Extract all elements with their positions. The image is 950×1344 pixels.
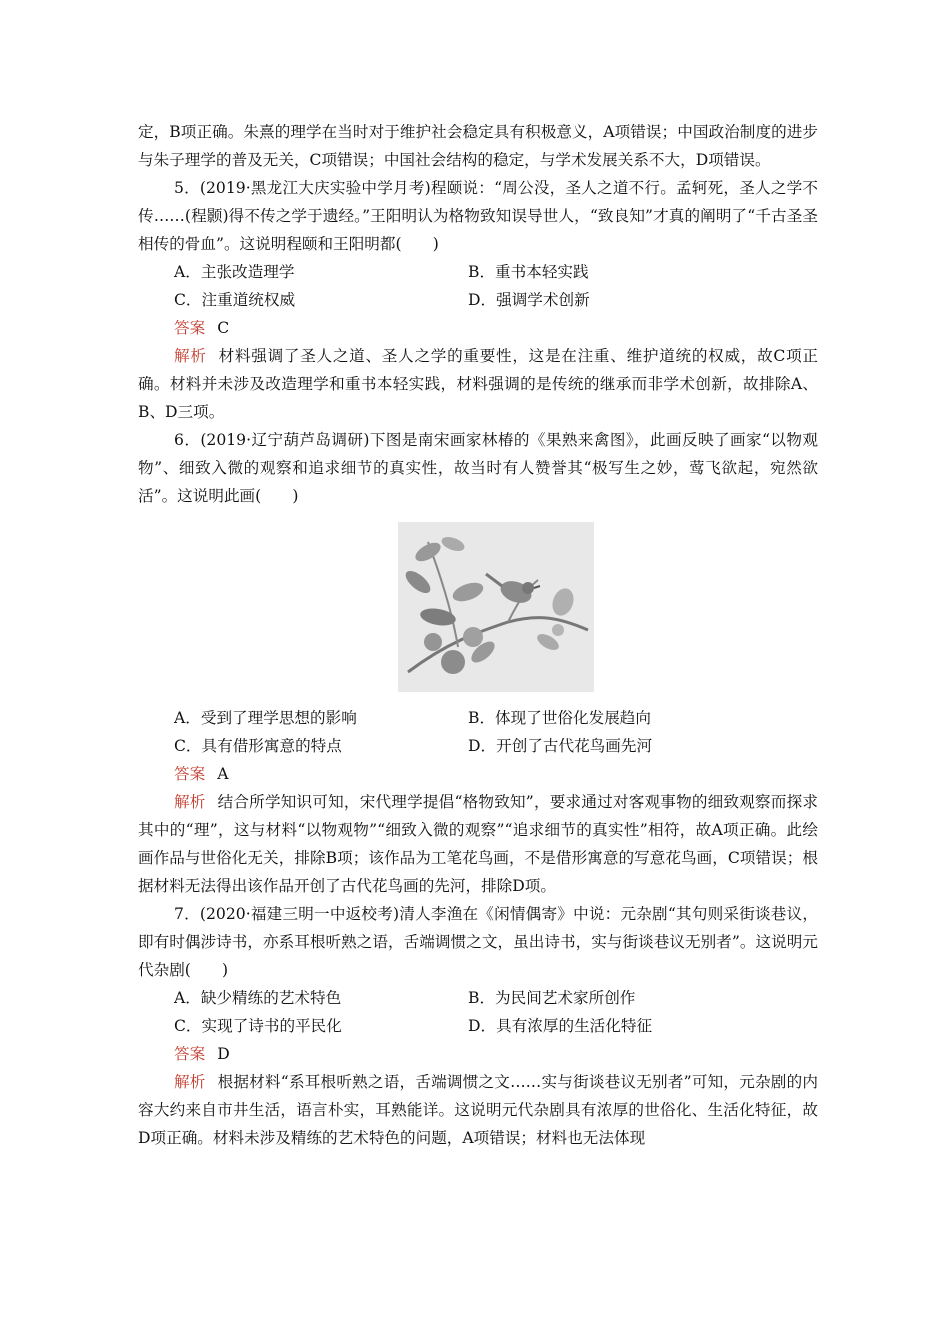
q6-option-a: A．受到了理学思想的影响: [174, 709, 357, 727]
q7-option-b: B．为民间艺术家所创作: [468, 989, 636, 1007]
q7-answer: [138, 1040, 818, 1068]
q5-analysis: [138, 342, 818, 426]
q5-option-d: D．强调学术创新: [468, 291, 590, 309]
q6-analysis: [138, 788, 818, 900]
q5-options-row-2: [138, 286, 818, 314]
q6-answer: [138, 760, 818, 788]
q6-answer-label: 答案: [174, 765, 206, 783]
q6-analysis-label: 解析: [174, 793, 206, 811]
q6-option-b: B．体现了世俗化发展趋向: [468, 709, 651, 727]
q5-option-a: A．主张改造理学: [174, 263, 295, 281]
q7-option-a: A．缺少精练的艺术特色: [174, 989, 342, 1007]
q7-answer-value: D: [217, 1045, 230, 1063]
intro-paragraph: 定，B项正确。朱熹的理学在当时对于维护社会稳定具有积极意义，A项错误；中国政治制度的进步与朱子理学的普及无关，C项错误；中国社会结构的稳定，与学术发展关系不大，D项错误。: [138, 123, 818, 169]
q5-stem: 5．(2019·黑龙江大庆实验中学月考)程颐说：“周公没，圣人之道不行。孟轲死，圣人之学不传……(程颢)得不传之学于遗经。”王阳明认为格物致知误导世人，“致良知”才真的阐明了“千古圣圣相传的骨血”。这说明程颐和王阳明都( ): [138, 179, 818, 253]
painting-image: [398, 522, 594, 692]
q7-stem: 7．(2020·福建三明一中返校考)清人李渔在《闲情偶寄》中说：元杂剧“其句则采街谈巷议，即有时偶涉诗书，亦系耳根听熟之语，舌端调惯之文，虽出诗书，实与街谈巷议无别者”。这说明元代杂剧( ): [138, 905, 818, 979]
q6-options-row-1: [138, 704, 818, 732]
document-page: [138, 118, 818, 1152]
q6-option-c: C．具有借形寓意的特点: [174, 737, 342, 755]
q6-options-row-2: [138, 732, 818, 760]
q7-option-c: C．实现了诗书的平民化: [174, 1017, 342, 1035]
q7-answer-label: 答案: [174, 1045, 206, 1063]
q7-analysis: [138, 1068, 818, 1152]
q6-option-d: D．开创了古代花鸟画先河: [468, 737, 653, 755]
q7-analysis-label: 解析: [174, 1073, 206, 1091]
q7-analysis-text: 根据材料“系耳根听熟之语，舌端调惯之文……实与街谈巷议无别者”可知，元杂剧的内容大约来自市井生活，语言朴实，耳熟能详。这说明元代杂剧具有浓厚的世俗化、生活化特征，故D项正确。材料未涉及精练的艺术特色的问题，A项错误；材料也无法体现: [138, 1073, 818, 1147]
q5-options-row-1: [138, 258, 818, 286]
q5-answer-value: C: [217, 319, 230, 337]
q6-answer-value: A: [217, 765, 229, 783]
q6-stem: 6．(2019·辽宁葫芦岛调研)下图是南宋画家林椿的《果熟来禽图》，此画反映了画家“以物观物”、细致入微的观察和追求细节的真实性，故当时有人赞誉其“极写生之妙，莺飞欲起，宛然欲活”。这说明此画( ): [138, 431, 818, 505]
q7-options-row-2: [138, 1012, 818, 1040]
bird-and-fruit-painting: [398, 522, 594, 692]
q5-answer-label: 答案: [174, 319, 206, 337]
q5-analysis-label: 解析: [174, 347, 207, 365]
q7-option-d: D．具有浓厚的生活化特征: [468, 1017, 653, 1035]
q5-analysis-text: 材料强调了圣人之道、圣人之学的重要性，这是在注重、维护道统的权威，故C项正确。材料并未涉及改造理学和重书本轻实践，材料强调的是传统的继承而非学术创新，故排除A、B、D三项。: [138, 347, 818, 421]
q5-option-b: B．重书本轻实践: [468, 263, 589, 281]
q7-options-row-1: [138, 984, 818, 1012]
q5-option-c: C．注重道统权威: [174, 291, 296, 309]
q6-analysis-text: 结合所学知识可知，宋代理学提倡“格物致知”，要求通过对客观事物的细致观察而探求其中的“理”，这与材料“以物观物”“细致入微的观察”“追求细节的真实性”相符，故A项正确。此绘画作品与世俗化无关，排除B项；该作品为工笔花鸟画，不是借形寓意的写意花鸟画，C项错误；根据材料无法得出该作品开创了古代花鸟画的先河，排除D项。: [138, 793, 818, 895]
q5-answer: [138, 314, 818, 342]
